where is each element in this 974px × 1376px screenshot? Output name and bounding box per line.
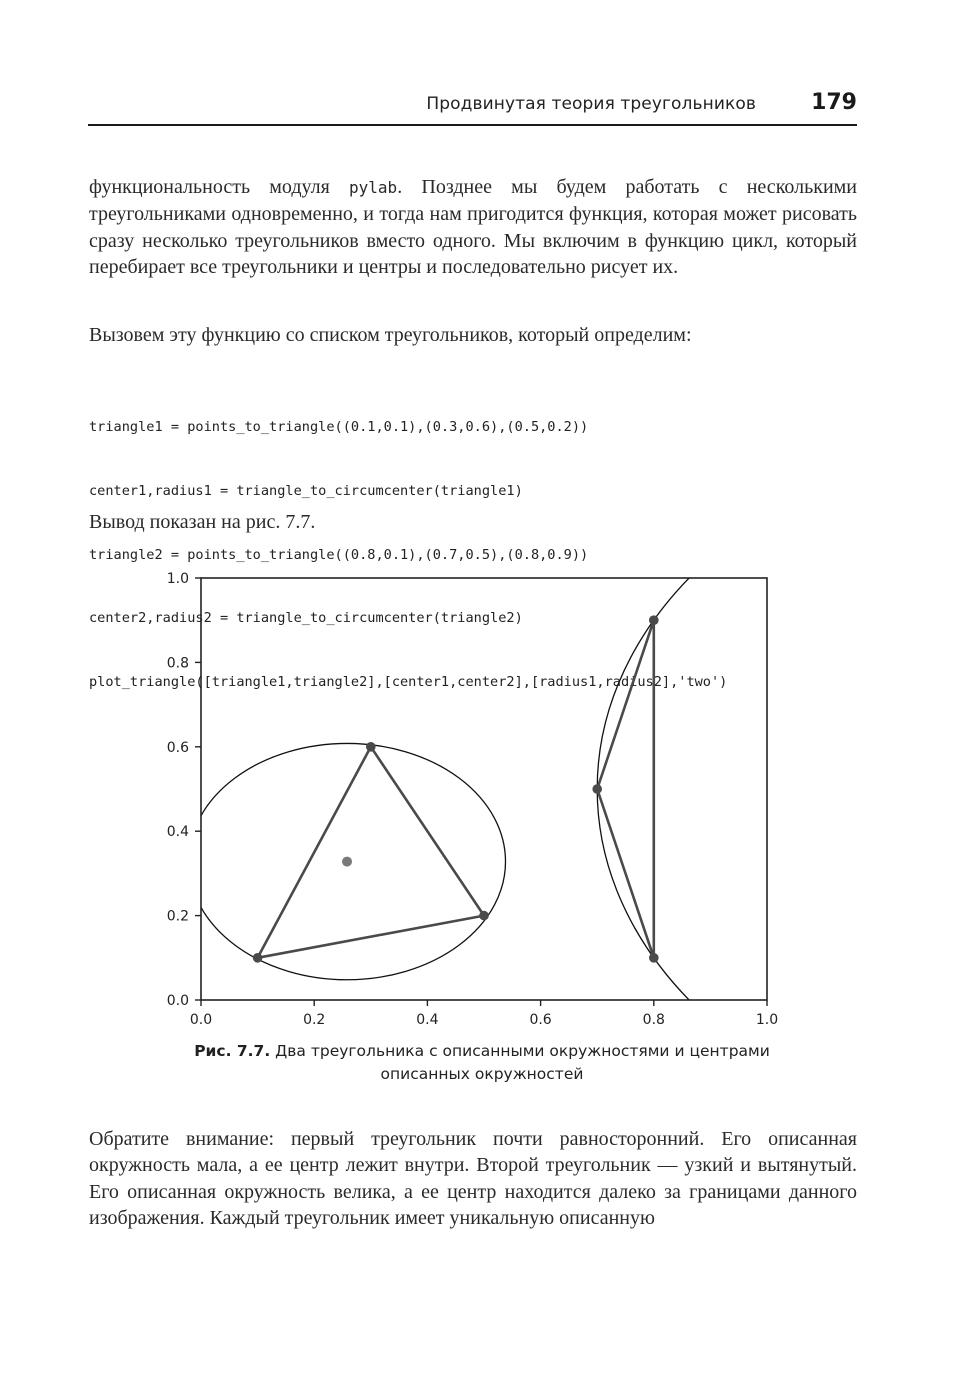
triangle-2	[597, 620, 654, 958]
y-tick-label: 0.0	[166, 993, 189, 1009]
inline-code: pylab	[349, 178, 398, 197]
running-header	[88, 88, 857, 126]
paragraph-intro	[89, 174, 857, 280]
plot-frame	[201, 578, 767, 1000]
chart	[150, 560, 790, 1030]
y-tick-label: 0.2	[166, 908, 189, 925]
paragraph-output-ref: Вывод показан на рис. 7.7.	[89, 511, 316, 533]
vertex-marker	[649, 615, 659, 625]
y-tick-label: 0.4	[166, 824, 189, 841]
vertex-marker	[649, 953, 659, 963]
page-number: 179	[811, 90, 857, 115]
x-tick-label: 0.6	[529, 1012, 552, 1028]
vertex-marker	[366, 742, 376, 752]
chapter-title: Продвинутая теория треугольников	[426, 94, 756, 114]
y-tick-label: 0.6	[166, 739, 189, 756]
x-tick-label: 0.4	[416, 1012, 439, 1028]
vertex-marker	[592, 784, 602, 794]
code-line: center1,radius1 = triangle_to_circumcenter(triangle1)	[89, 483, 523, 500]
y-tick-label: 0.8	[166, 655, 189, 672]
code-line: plot_triangle([triangle1,triangle2],[center1,center2],[radius1,radius2],'two')	[89, 673, 728, 690]
x-tick-label: 0.2	[303, 1012, 326, 1028]
paragraph-observation: Обратите внимание: первый треугольник почти равносторонний. Его описанная окружность мала, а ее центр лежит внутри. Второй треугольник — узкий и вытянутый. Его описанная окружность велика, а ее центр находится далеко за границами данного изображения. Каждый треугольник имеет уникальную описанную	[89, 1128, 857, 1229]
paragraph-text: . Позднее мы будем работать с несколькими треугольниками одновременно, и тогда нам пригодится функция, которая может рисовать сразу несколько треугольников вместо одного. Мы включим в функцию цикл, который перебирает все треугольники и центры и последовательно рисует их.	[89, 176, 858, 278]
vertex-marker	[479, 911, 489, 921]
code-line: triangle1 = points_to_triangle((0.1,0.1),(0.3,0.6),(0.5,0.2))	[89, 419, 589, 436]
x-tick-label: 0.0	[189, 1012, 213, 1028]
circumcenter-marker-1	[342, 857, 352, 867]
vertex-marker	[253, 953, 263, 963]
figure-triangles-plot	[150, 560, 790, 1030]
x-tick-label: 1.0	[755, 1012, 779, 1028]
code-line: center2,radius2 = triangle_to_circumcenter(triangle2)	[89, 610, 523, 627]
x-tick-label: 0.8	[642, 1012, 665, 1028]
paragraph-text: функциональность модуля	[89, 176, 350, 198]
caption-label: Рис. 7.7.	[194, 1042, 271, 1060]
plot-area	[189, 560, 790, 1030]
y-tick-label: 1.0	[166, 571, 189, 587]
caption-text: Два треугольника с описанными окружностями и центрами описанных окружностей	[270, 1042, 770, 1083]
triangle-1	[258, 747, 484, 958]
paragraph-call-intro: Вызовем эту функцию со списком треугольников, который определим:	[89, 324, 692, 346]
circumcircle-2	[597, 560, 790, 1030]
figure-caption	[150, 1040, 814, 1086]
code-line: triangle2 = points_to_triangle((0.8,0.1),(0.7,0.5),(0.8,0.9))	[89, 546, 589, 563]
